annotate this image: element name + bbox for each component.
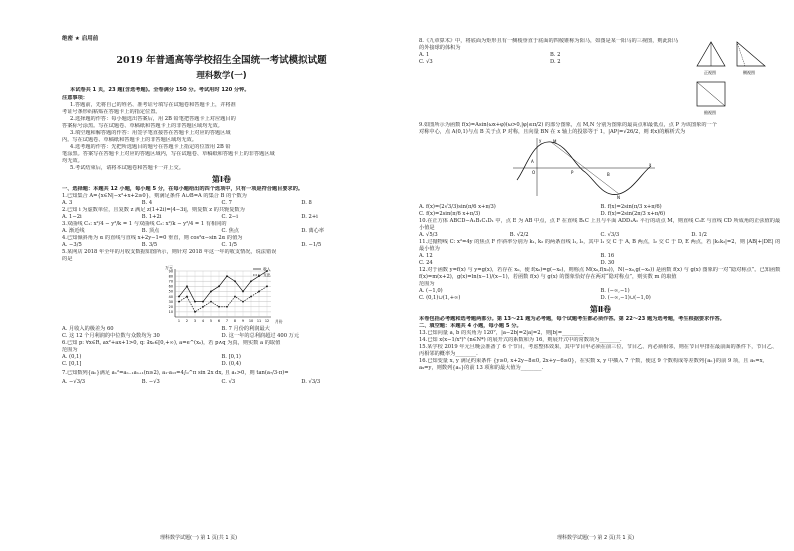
chart-point: [194, 311, 196, 313]
question-9: 9.如图所示为函数 f(x)=Asin(ωx+φ)(ω>0,|φ|≤π/2) 的部分图象，点 M,N 分别为图象的最高点和最低点，点 P 为该图象的一个对称中心，点 A(0,1)与点 B 关于点 P 对称，且向量 BN 在 x 轴上的投影等于 1，|AP|=√26/2，则 f(x)的解析式为: [419, 122, 717, 135]
question-6-options: [62, 354, 381, 368]
question-11-options: [419, 253, 782, 267]
chart-y-tick: 80: [168, 274, 173, 279]
page-2-footer: 理科数学试题(一) 第 2 页(共 1 页): [556, 535, 635, 541]
label-o: O: [532, 170, 536, 175]
exam-title: 2019 年普通高等学校招生全国统一考试模拟试题: [116, 55, 327, 66]
legend-income: 收入: [263, 266, 271, 272]
chart-y-tick: 70: [168, 279, 173, 284]
question-9-options: [419, 204, 782, 218]
front-view-label: 正视图: [704, 70, 716, 75]
option: D. 离心率: [301, 228, 325, 234]
chart-point: [258, 291, 260, 293]
question-13: 13.已知向量 a, b 的夹角为 120°，|a−2b|=2|a|=2，则|b|=________.: [419, 330, 585, 336]
note-line: 5.考试结束后，请将本试题卷和答题卡一并上交。: [70, 165, 184, 171]
option: C. √3: [221, 379, 236, 385]
question-6-cont: 范围为: [62, 347, 78, 353]
option: D. 8: [301, 200, 312, 206]
chart-point: [178, 301, 180, 303]
section-2-heading: 二、填空题：本题共 4 小题，每小题 5 分。: [419, 323, 522, 329]
question-10-options: [419, 232, 782, 239]
option: A. (0,1): [62, 354, 82, 360]
option: A. f(x)=(2√3/3)sin(π/6 x+π/3): [419, 204, 496, 210]
chart-series-line-1: [179, 286, 267, 312]
note-line: 2.选择题的作答：每小题选出答案后，用 2B 铅笔把答题卡上对应题目的: [70, 116, 236, 122]
chart-y-tick: 40: [168, 294, 173, 299]
option: B. 7 月份的利润最大: [221, 326, 270, 332]
label-a: A: [531, 159, 534, 164]
chart-xlabel: 月份: [275, 319, 283, 324]
chart-point: [234, 296, 236, 298]
chart-point: [250, 280, 252, 282]
question-2-options: [62, 214, 381, 221]
option: D. 30: [600, 260, 615, 266]
option: A. 3: [62, 200, 73, 206]
option: C. 2−i: [221, 214, 238, 220]
option: D. 这一年的总利润超过 400 万元: [221, 333, 300, 339]
chart-point: [226, 275, 228, 277]
option: D. f(x)=2sin(2π/3 x+π/6): [600, 211, 666, 217]
question-14: 14.已知 x(x−1/x²)⁵ (n∈N*) 的展开式的系数和为 16，则展开式中的常数项为________.: [419, 337, 622, 343]
option: A. 12: [419, 253, 433, 259]
chart-point: [226, 306, 228, 308]
chart-point: [210, 301, 212, 303]
option: B. 1+2i: [141, 214, 162, 220]
exam-page-2: [397, 0, 794, 551]
option: B. 3/5: [141, 242, 158, 248]
chart-x-tick: 3: [193, 319, 197, 323]
chart-x-tick: 1: [177, 319, 181, 323]
option: D. (−∞,−1)∪(−1,0): [600, 295, 651, 301]
question-8-block: [419, 38, 782, 122]
question-1-options: [62, 200, 381, 207]
chart-container: [62, 263, 381, 326]
option: C. f(x)=2sin(π/6 x+π/3): [419, 211, 481, 217]
question-5-cont: 的是: [62, 256, 73, 262]
chart-x-tick: 8: [233, 319, 237, 323]
note-line: 均无效。: [62, 158, 83, 164]
chart-y-tick: 90: [168, 269, 173, 274]
chart-x-tick: 6: [217, 319, 221, 323]
option: D. 1/2: [691, 232, 707, 238]
question-2: 2.已知 i 为虚数单位，且复数 z 满足 z(1+2i)=|4−3i|，则复数 z 的共轭复数为: [62, 207, 245, 213]
question-7: 7.已知数列{aₙ}满足 aₙ²=aₙ₋₁aₙ₊₁(n≥2), a₁·a₁₃=4∫₀^π sin 2x dx, 且 a₁>0，则 tan(a₇/3·π)=: [62, 370, 289, 376]
note-line: 3.填空题和解答题的作答：用签字笔直接答在答题卡上对应的答题区域: [70, 130, 231, 136]
question-5: 5.某网店 2018 年全年的月收支数据如图所示，则针对 2018 年这一年的收支情况，说法错误: [62, 249, 277, 255]
option: A. 月收入的极差为 60: [62, 326, 114, 332]
option: A. 1−2i: [62, 214, 82, 220]
option: A. −√3/3: [62, 379, 86, 385]
option: D. −1/5: [301, 242, 322, 248]
option: D. (0,4): [221, 361, 242, 367]
label-y: y: [539, 138, 542, 143]
option: B. √2/2: [509, 232, 529, 238]
note-line: 答案标号涂黑。写在试题卷、草稿纸和答题卡上的非答题区域均无效。: [62, 123, 223, 129]
option: A. (−1,0): [419, 288, 443, 294]
option: C. 焦点: [221, 228, 239, 234]
question-12-options: [419, 288, 782, 302]
chart-point: [186, 285, 188, 287]
question-8-options: [419, 52, 681, 66]
chart-x-tick: 5: [209, 319, 213, 323]
chart-point: [258, 275, 260, 277]
label-n: N: [617, 195, 620, 200]
label-x: x: [649, 162, 652, 167]
chart-y-tick: 10: [168, 310, 173, 315]
option: B. −√3: [141, 379, 160, 385]
option: C. (0,1)∪(1,+∞): [419, 295, 461, 301]
chart-point: [250, 296, 252, 298]
note-line: 内。写在试题卷、草稿纸和答题卡上的非答题区域均无效。: [62, 137, 197, 143]
chart-y-tick: 20: [168, 305, 173, 310]
option: A. 1: [419, 52, 430, 58]
chart-y-tick: 30: [168, 299, 173, 304]
question-11: 11.过抛物线 C: x²=4y 的焦点 F 作斜率分别为 k₁, k₂ 的两条直线 l₁, l₂，其中 l₁ 交 C 于 A, B 两点，l₂ 交 C 于 D, E 两点，若 |k₁k₂|=2，则 |AB|+|DE| 的最小值为: [419, 239, 781, 252]
chart-point: [242, 301, 244, 303]
question-8: 8.《九章算术》中，将底面为矩形且有一侧棱垂直于底面的四棱锥称为阳马，如图是某一阳马的三视图，则此阳马的外接球的体积为: [419, 38, 679, 51]
notes-heading: 注意事项：: [62, 95, 88, 101]
option: B. 顶点: [141, 228, 160, 234]
section-1-heading: 一、选择题：本题共 12 小题，每小题 5 分，在每小题给出的四个选项中，只有一项是符合题目要求的。: [62, 186, 304, 192]
question-3-options: [62, 228, 381, 235]
exam-intro: 本试卷共 1 页，23 题(含选考题)。全卷满分 150 分。考试用时 120 分钟。: [70, 87, 250, 93]
option: B. 2: [550, 52, 561, 58]
chart-point: [178, 296, 180, 298]
option: B. f(x)=2sin(π/3 x+π/6): [600, 204, 662, 210]
option: C. √3/3: [600, 232, 620, 238]
chart-x-tick: 11: [256, 319, 262, 323]
part-2-heading: 第Ⅱ卷: [589, 305, 612, 314]
chart-point: [218, 306, 220, 308]
part-2-note: 本卷包括必考题和选考题两部分。第 13～21 题为必考题，每个试题考生都必须作答。第 22～23 题为选考题，考生根据要求作答。: [419, 316, 725, 322]
question-10: 10.在正方体 ABCD−A₁B₁C₁D₁ 中，点 E 为 AB 中点，点 F 在直线 B₁C 上且与平面 ADD₁A₁ 平行的动点 M，则直线 C₁E 与直线 CD 所成角的正弦值的最小值是: [419, 218, 781, 231]
option: A. 渐近线: [62, 228, 85, 234]
option: C. 7: [221, 200, 232, 206]
note-line: 4.选考题的作答：先把所选题目的题号在答题卡上指定的位置用 2B 铅: [70, 144, 231, 150]
option: C. 24: [419, 260, 433, 266]
chart-x-tick: 2: [185, 319, 189, 323]
chart-unit: 万元: [165, 265, 173, 270]
option: C. 这 12 个月利润的中位数与众数均为 30: [62, 333, 160, 339]
top-view-diagonal: [697, 82, 725, 106]
question-6: 6.已知 p: ∀x∈R, ax²+ax+1>0, q: ∃x₀∈[0,+∞), a=e^(x₀)，若 p∧q 为真，则实数 a 的取值: [62, 340, 281, 346]
label-b: B: [607, 172, 610, 177]
side-view-shape: [737, 42, 765, 66]
option: D. √3/3: [301, 379, 321, 385]
label-p: P: [571, 170, 574, 175]
question-16: 16.已知变量 x, y 满足约束条件 {y≥0, x+2y−8≤0, 2x+y−6≥0}，在实数 x, y 中插入 7 个数，使这 9 个数构成等差数列{aₙ}的前 9 项，且 a₅=x, a₉=y，则数列{aₙ}的前 13 项和的最大值为________.: [419, 358, 765, 371]
question-12-cont: 范围为: [419, 281, 435, 287]
option: D. 2: [550, 59, 561, 65]
question-1: 1.已知集合 A={x∈N|−x²+x+2≥0}，则满足条件 A∪B=A 的集合 B 的个数为: [62, 193, 247, 199]
chart-point: [186, 296, 188, 298]
chart-legend: [253, 267, 271, 278]
option: C. 1/5: [221, 242, 237, 248]
option: B. [0,1): [221, 354, 241, 360]
three-view-diagram: [689, 38, 779, 122]
note-line: 考证号条形码粘贴在答题卡上的指定位置。: [62, 109, 161, 115]
note-line: 1.答题前，先将自己的姓名、准考证号填写在试题卷和答题卡上，并将准: [70, 102, 236, 108]
income-expense-chart: [157, 263, 287, 326]
option: D. 2+i: [301, 214, 318, 220]
option: C. [0,1]: [62, 361, 82, 367]
option: B. 4: [141, 200, 153, 206]
chart-x-tick: 12: [264, 319, 270, 323]
label-m: M: [553, 139, 557, 144]
part-1-heading: 第Ⅰ卷: [212, 175, 231, 184]
chart-point: [242, 291, 244, 293]
question-15: 15.某学校 2019 年元旦晚会准备了 6 个节目，考虑整体效果，其中节目甲必须在前三位，节目乙、丙必须相邻，则在节目甲排在最前面的条件下，节目乙、丙相邻的概率为________.: [419, 344, 778, 357]
option: B. (−∞,−1): [600, 288, 630, 294]
exam-subtitle: 理科数学(一): [196, 71, 247, 81]
note-line: 笔涂黑。答案写在答题卡上对应的答题区域内，写在试题卷、草稿纸和答题卡上的非答题区域: [62, 151, 275, 157]
chart-y-tick: 50: [168, 289, 173, 294]
question-4: 4.已知倾斜角为 α 的直线与直线 x+2y−1=0 垂直，则 cos²α−sin 2α 的值为: [62, 235, 243, 241]
secret-label: 绝密 ★ 启用前: [62, 36, 99, 42]
chart-point: [218, 285, 220, 287]
chart-point: [234, 280, 236, 282]
chart-point: [194, 301, 196, 303]
top-view-label: 俯视图: [704, 110, 716, 115]
chart-x-tick: 4: [201, 319, 205, 323]
option: A. √5/3: [419, 232, 438, 238]
question-4-options: [62, 242, 381, 249]
legend-expense: 支出: [263, 272, 271, 278]
sine-graph: [509, 136, 659, 200]
question-7-options: [62, 379, 381, 386]
question-3: 3.双曲线 C₁: x²/4 − y²/k = 1 与双曲线 C₂: x²/k − y²/4 = 1 有相同的: [62, 221, 227, 227]
chart-x-tick: 10: [248, 319, 254, 323]
chart-point: [202, 301, 204, 303]
option: C. √3: [419, 59, 433, 65]
notes-list: [62, 102, 381, 172]
chart-x-tick: 7: [225, 319, 229, 323]
chart-point: [202, 306, 204, 308]
option: A. −3/5: [62, 242, 82, 248]
chart-point: [210, 291, 212, 293]
chart-x-tick: 9: [241, 319, 245, 323]
option: B. 16: [600, 253, 615, 259]
question-5-options: [62, 326, 381, 340]
page-1-footer: 理科数学试题(一) 第 1 页(共 1 页): [159, 535, 238, 541]
question-12: 12.对于函数 y=f(x) 与 y=g(x)，若存在 x₀，使 f(x₀)=g(−x₀)，则称点 M(x₀,f(x₀))，N(−x₀,g(−x₀)) 是函数 f(x) 与 g(x) 图象的一对“隐对称点”。已知函数 f(x)=m(x+2)，g(x)=ln(x−1)/(x−1)，若函数 f(x) 与 g(x) 的图象恰好存在两对“隐对称点”，则实数 m 的取值: [419, 267, 781, 280]
side-view-label: 侧视图: [743, 70, 755, 75]
chart-point: [266, 285, 268, 287]
chart-y-tick: 60: [168, 284, 173, 289]
